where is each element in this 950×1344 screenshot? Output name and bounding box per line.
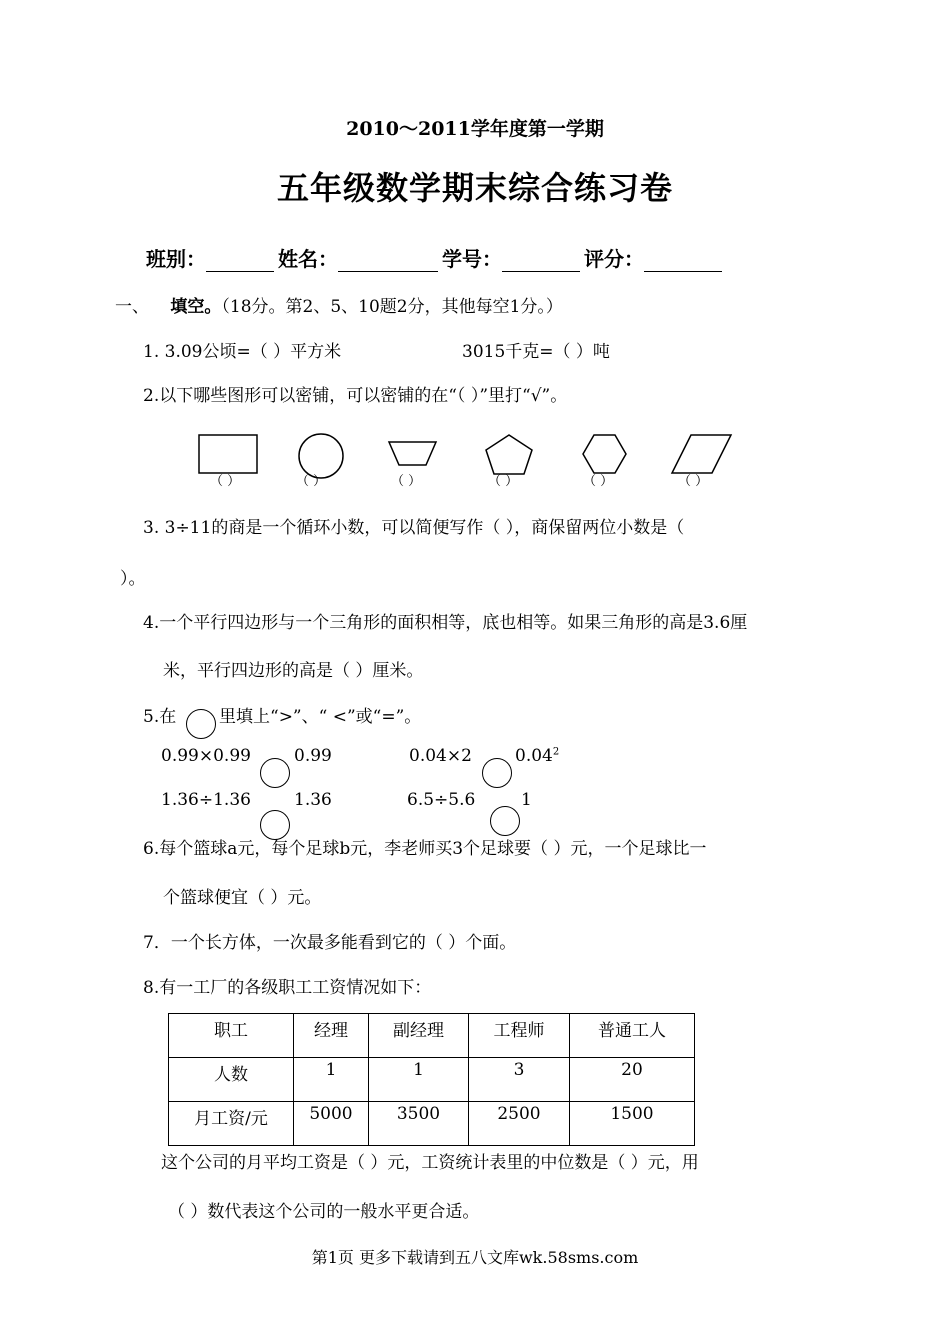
question-3-line2: ）。 — [120, 569, 146, 589]
shape-answer-paren: （ ） — [488, 474, 519, 489]
student-info-row — [146, 243, 726, 272]
wage-table — [168, 1013, 695, 1146]
table-header-cell: 普通工人 — [570, 1014, 695, 1058]
compare-circle-1a[interactable] — [260, 758, 290, 788]
question-6-line1: 6.每个篮球a元，每个足球b元，李老师买3个足球要（ ）元，一个足球比一 — [143, 839, 707, 859]
compare-circle-1b[interactable] — [482, 758, 512, 788]
table-header-cell: 工程师 — [469, 1014, 570, 1058]
compare-2a-left: 1.36÷1.36 — [161, 790, 251, 810]
parallelogram-icon — [672, 435, 731, 473]
exponent: 2 — [552, 746, 560, 758]
compare-1a-right: 0.99 — [294, 746, 332, 766]
table-cell: 2500 — [469, 1102, 570, 1146]
circle-blank-icon — [186, 709, 216, 739]
question-6-line2: 个篮球便宜（ ）元。 — [163, 888, 322, 908]
section-name: 填空。 — [170, 297, 222, 317]
pentagon-icon — [486, 435, 532, 474]
id-blank — [502, 249, 580, 272]
compare-2b-right: 1 — [521, 790, 532, 810]
question-8: 8.有一工厂的各级职工工资情况如下： — [143, 978, 432, 998]
question-1b: 3015千克=（ ）吨 — [462, 342, 610, 362]
section-note: （18分。第2、5、10题2分，其他每空1分。） — [221, 297, 563, 317]
question-8-after1: 这个公司的月平均工资是（ ）元，工资统计表里的中位数是（ ）元，用 — [161, 1153, 699, 1173]
question-7: 7．一个长方体，一次最多能看到它的（ ）个面。 — [143, 933, 517, 953]
shape-answer-paren: （ ） — [296, 474, 327, 489]
shape-answer-paren: （ ） — [391, 474, 422, 489]
question-4-line1: 4.一个平行四边形与一个三角形的面积相等，底也相等。如果三角形的高是3.6厘 — [143, 613, 748, 633]
score-blank — [644, 249, 722, 272]
question-5-prefix: 5.在 — [143, 707, 177, 727]
name-label: 姓名： — [278, 247, 338, 271]
table-cell: 1 — [369, 1058, 469, 1102]
compare-1b-left: 0.04×2 — [409, 746, 472, 766]
table-cell: 月工资/元 — [169, 1102, 294, 1146]
class-label: 班别： — [146, 247, 206, 271]
page-footer: 第1页 更多下载请到五八文库wk.58sms.com — [311, 1248, 639, 1267]
table-header-cell: 经理 — [294, 1014, 369, 1058]
table-cell: 3 — [469, 1058, 570, 1102]
table-cell: 3500 — [369, 1102, 469, 1146]
table-cell: 1500 — [570, 1102, 695, 1146]
question-4-line2: 米，平行四边形的高是（ ）厘米。 — [163, 661, 424, 681]
tessellation-shapes — [190, 430, 750, 490]
table-row — [169, 1102, 695, 1146]
compare-2a-right: 1.36 — [294, 790, 332, 810]
table-cell: 1 — [294, 1058, 369, 1102]
shape-answer-paren: （ ） — [583, 474, 614, 489]
term-heading: 2010～2011学年度第一学期 — [346, 118, 604, 140]
name-blank — [338, 249, 438, 272]
id-label: 学号： — [442, 247, 502, 271]
compare-1b-right-base: 0.04 — [515, 746, 553, 766]
rectangle-icon — [199, 435, 257, 473]
table-row — [169, 1058, 695, 1102]
question-5-suffix: 里填上“>”、“ <”或“=”。 — [219, 707, 422, 727]
question-1a: 1. 3.09公顷=（ ）平方米 — [143, 342, 342, 362]
section-heading — [115, 292, 563, 317]
table-cell: 20 — [570, 1058, 695, 1102]
compare-1a-left: 0.99×0.99 — [161, 746, 251, 766]
table-cell: 人数 — [169, 1058, 294, 1102]
class-blank — [206, 249, 274, 272]
compare-1b-right — [515, 746, 559, 766]
question-2: 2.以下哪些图形可以密铺，可以密铺的在“（ ）”里打“√”。 — [143, 386, 568, 406]
hexagon-icon — [583, 435, 626, 473]
compare-circle-2b[interactable] — [490, 806, 520, 836]
shape-answer-paren: （ ） — [210, 474, 241, 489]
table-header-row — [169, 1014, 695, 1058]
page-title: 五年级数学期末综合练习卷 — [276, 169, 673, 207]
table-cell: 5000 — [294, 1102, 369, 1146]
shape-answer-paren: （ ） — [678, 474, 709, 489]
question-8-after2: （ ）数代表这个公司的一般水平更合适。 — [168, 1202, 480, 1222]
table-header-cell: 副经理 — [369, 1014, 469, 1058]
score-label: 评分： — [584, 247, 644, 271]
trapezoid-icon — [389, 442, 436, 465]
table-header-cell: 职工 — [169, 1014, 294, 1058]
section-number: 一、 — [115, 297, 149, 317]
compare-2b-left: 6.5÷5.6 — [407, 790, 476, 810]
question-3-line1: 3. 3÷11的商是一个循环小数，可以简便写作（ ），商保留两位小数是（ — [143, 518, 685, 538]
